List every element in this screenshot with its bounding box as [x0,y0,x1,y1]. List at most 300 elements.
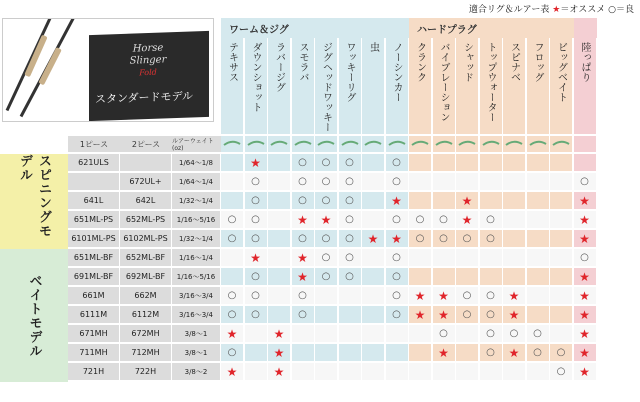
empty-mark [527,230,550,248]
empty-mark [362,363,385,381]
model-two-piece: 652ML-BF [120,249,172,267]
empty-mark [550,306,573,324]
column-header [503,38,526,134]
empty-mark [362,154,385,172]
circle-mark: ○ [245,230,268,248]
star-mark: ★ [574,344,597,362]
star-mark: ★ [574,363,597,381]
group-land [574,18,598,38]
model-one-piece: 671MH [68,325,120,343]
model-two-piece: 662M [120,287,172,305]
column-header [409,38,432,134]
circle-mark: ○ [456,306,479,324]
empty-mark [362,287,385,305]
model-one-piece [68,173,120,191]
empty-mark [409,268,432,286]
circle-mark: ○ [245,173,268,191]
empty-mark [386,363,409,381]
model-one-piece: 651ML-PS [68,211,120,229]
column-label: トップウォーター [485,42,496,122]
star-mark: ★ [409,287,432,305]
star-mark: ★ [245,249,268,267]
column-label: バイブレーション [438,42,449,122]
model-two-piece: 6102ML-PS [120,230,172,248]
circle-mark: ○ [550,363,573,381]
column-header [550,38,573,134]
model-two-piece: 6112M [120,306,172,324]
empty-mark [386,344,409,362]
lure-weight: 1/64〜1/4 [172,173,221,191]
empty-mark [456,249,479,267]
model-one-piece: 641L [68,192,120,210]
column-label: ノーシンカー [391,42,402,102]
lure-weight: 3/16〜3/4 [172,287,221,305]
empty-mark [480,192,503,210]
empty-mark [409,249,432,267]
empty-mark [503,173,526,191]
empty-mark [456,268,479,286]
empty-mark [362,211,385,229]
empty-mark [433,363,456,381]
circle-mark: ○ [292,306,315,324]
circle-mark: ○ [339,173,362,191]
star-mark: ★ [433,287,456,305]
empty-mark [550,211,573,229]
star-mark: ★ [456,211,479,229]
land-icon [574,136,597,152]
empty-mark [268,306,291,324]
star-mark: ★ [574,268,597,286]
section-spinning [0,154,68,249]
star-mark: ★ [386,192,409,210]
circle-mark: ○ [245,268,268,286]
circle-mark: ○ [221,230,244,248]
empty-mark [527,363,550,381]
circle-mark: ○ [315,192,338,210]
empty-mark [268,173,291,191]
circle-mark: ○ [245,192,268,210]
empty-mark [292,344,315,362]
model-one-piece: 721H [68,363,120,381]
empty-mark [433,154,456,172]
logo-line-1: Horse [132,42,164,55]
star-mark: ★ [268,363,291,381]
column-header [480,38,503,134]
empty-mark [339,325,362,343]
lure-icon [480,136,503,152]
column-label: スモラバ [297,42,308,82]
empty-mark [292,363,315,381]
star-mark: ★ [386,230,409,248]
circle-mark: ○ [221,306,244,324]
lure-icon [362,136,385,152]
star-mark: ★ [574,325,597,343]
empty-mark [245,344,268,362]
empty-mark [268,192,291,210]
section-bait [0,249,68,382]
circle-mark: ○ [480,325,503,343]
star-mark: ★ [456,192,479,210]
circle-mark: ○ [456,287,479,305]
lure-weight: 3/8〜1 [172,344,221,362]
circle-mark: ○ [550,344,573,362]
star-mark: ★ [433,306,456,324]
circle-mark: ○ [339,192,362,210]
star-mark: ★ [503,306,526,324]
lure-weight: 1/32〜1/4 [172,230,221,248]
empty-mark [409,154,432,172]
circle-mark: ○ [409,211,432,229]
circle-mark: ○ [480,230,503,248]
empty-mark [527,287,550,305]
circle-mark: ○ [221,344,244,362]
column-label: フロッグ [532,42,543,82]
lure-icon [292,136,315,152]
column-header [268,38,291,134]
empty-mark [268,154,291,172]
circle-mark: ○ [315,230,338,248]
circle-mark: ○ [527,344,550,362]
circle-mark: ○ [339,268,362,286]
model-two-piece: 712MH [120,344,172,362]
column-header [456,38,479,134]
empty-mark [456,363,479,381]
circle-mark: ○ [386,287,409,305]
circle-mark: ○ [433,325,456,343]
empty-mark [456,344,479,362]
empty-mark [339,306,362,324]
lure-weight: 1/16〜1/4 [172,249,221,267]
circle-mark: ○ [339,230,362,248]
legend-circle: ○ [608,5,616,15]
star-mark: ★ [574,192,597,210]
empty-mark [339,363,362,381]
empty-mark [527,173,550,191]
empty-mark [268,287,291,305]
lure-icon [527,136,550,152]
empty-mark [268,230,291,248]
empty-mark [362,268,385,286]
star-mark: ★ [574,230,597,248]
empty-mark [456,325,479,343]
empty-mark [409,173,432,191]
section-label: ベイトモデル [26,273,42,358]
circle-mark: ○ [292,230,315,248]
circle-mark: ○ [339,249,362,267]
empty-mark [574,154,597,172]
lure-icon [245,136,268,152]
circle-mark: ○ [245,287,268,305]
model-one-piece: 711MH [68,344,120,362]
circle-mark: ○ [292,173,315,191]
circle-mark: ○ [315,249,338,267]
star-mark: ★ [409,306,432,324]
empty-mark [550,154,573,172]
empty-mark [550,249,573,267]
empty-mark [456,173,479,191]
empty-mark [268,211,291,229]
model-two-piece: 652ML-PS [120,211,172,229]
circle-mark: ○ [292,154,315,172]
empty-mark [339,287,362,305]
rod-case [89,31,209,121]
circle-mark: ○ [292,287,315,305]
empty-mark [221,154,244,172]
empty-mark [433,268,456,286]
empty-mark [315,306,338,324]
column-label: ワッキーリグ [344,42,355,102]
empty-mark [292,325,315,343]
empty-mark [339,344,362,362]
star-mark: ★ [292,211,315,229]
model-two-piece [120,154,172,172]
circle-mark: ○ [433,230,456,248]
empty-mark [245,363,268,381]
empty-mark [315,363,338,381]
circle-mark: ○ [386,268,409,286]
model-two-piece: 672MH [120,325,172,343]
circle-mark: ○ [315,154,338,172]
circle-mark: ○ [386,306,409,324]
star-mark: ★ [268,344,291,362]
circle-mark: ○ [480,211,503,229]
circle-mark: ○ [503,325,526,343]
lure-weight: 1/16〜5/16 [172,211,221,229]
circle-mark: ○ [480,344,503,362]
empty-mark [433,173,456,191]
empty-mark [409,325,432,343]
empty-mark [503,230,526,248]
circle-mark: ○ [527,325,550,343]
circle-mark: ○ [386,173,409,191]
header-one-piece: 1ピース [68,136,120,152]
lure-weight: 3/16〜3/4 [172,306,221,324]
empty-mark [268,268,291,286]
empty-mark [362,173,385,191]
lure-icon [268,136,291,152]
model-one-piece: 691ML-BF [68,268,120,286]
star-mark: ★ [362,230,385,248]
star-mark: ★ [574,211,597,229]
empty-mark [550,287,573,305]
column-header [339,38,362,134]
empty-mark [480,173,503,191]
star-mark: ★ [268,325,291,343]
circle-mark: ○ [315,268,338,286]
empty-mark [503,268,526,286]
group-hard-plug: ハードプラグ [409,18,574,38]
circle-mark: ○ [386,249,409,267]
circle-mark: ○ [245,211,268,229]
empty-mark [503,154,526,172]
circle-mark: ○ [574,173,597,191]
empty-mark [362,192,385,210]
star-mark: ★ [221,325,244,343]
empty-mark [527,211,550,229]
lure-icon [339,136,362,152]
column-header [527,38,550,134]
column-label: 虫 [367,42,379,52]
column-label: テキサス [226,42,238,82]
empty-mark [527,154,550,172]
empty-mark [245,325,268,343]
column-header [433,38,456,134]
star-mark: ★ [503,287,526,305]
empty-mark [503,363,526,381]
star-mark: ★ [315,211,338,229]
empty-mark [433,192,456,210]
section-label: スピニングモデル [17,154,51,238]
empty-mark [550,173,573,191]
empty-mark [550,268,573,286]
model-two-piece: 642L [120,192,172,210]
circle-mark: ○ [245,306,268,324]
legend [469,2,634,15]
logo-line-3: Fold [139,67,157,78]
column-label: シャッド [461,42,473,82]
empty-mark [221,268,244,286]
empty-mark [315,287,338,305]
column-header [386,38,409,134]
circle-mark: ○ [433,211,456,229]
star-mark: ★ [503,344,526,362]
star-mark: ★ [292,268,315,286]
lure-weight: 3/8〜2 [172,363,221,381]
model-two-piece: 672UL+ [120,173,172,191]
empty-mark [409,363,432,381]
lure-icon [456,136,479,152]
circle-mark: ○ [221,287,244,305]
lure-icon [386,136,409,152]
circle-mark: ○ [386,211,409,229]
legend-star-text: ＝オススメ [560,5,606,15]
model-one-piece: 661M [68,287,120,305]
group-worm-jig: ワーム＆ジグ [221,18,409,38]
rod-grip-icon [38,47,62,85]
star-mark: ★ [245,154,268,172]
model-one-piece: 651ML-BF [68,249,120,267]
column-label: ダウンショット [250,42,261,112]
circle-mark: ○ [456,230,479,248]
lure-icon [409,136,432,152]
column-label: クランク [414,42,426,82]
model-two-piece: 692ML-BF [120,268,172,286]
model-one-piece: 6101ML-PS [68,230,120,248]
lure-icon [503,136,526,152]
column-header [292,38,315,134]
empty-mark [480,268,503,286]
legend-title: 適合リグ＆ルアー表 [468,5,550,15]
column-header [315,38,338,134]
empty-mark [221,173,244,191]
model-two-piece: 722H [120,363,172,381]
star-mark: ★ [574,287,597,305]
empty-mark [362,325,385,343]
header-weight: ルアーウェイト(oz) [172,136,221,152]
empty-mark [409,192,432,210]
empty-mark [527,268,550,286]
circle-mark: ○ [221,211,244,229]
circle-mark: ○ [409,230,432,248]
legend-circle-text: ＝良 [615,5,634,15]
lure-weight: 1/16〜5/16 [172,268,221,286]
column-label: ビッグベイト [555,42,567,102]
lure-icon [550,136,573,152]
empty-mark [362,249,385,267]
column-label: スピナベ [508,42,520,82]
lure-weight: 3/8〜1 [172,325,221,343]
column-header [221,38,244,134]
circle-mark: ○ [292,192,315,210]
circle-mark: ○ [339,211,362,229]
empty-mark [527,192,550,210]
star-mark: ★ [574,306,597,324]
column-label: 陸っぱり [579,42,590,82]
circle-mark: ○ [339,154,362,172]
star-mark: ★ [292,249,315,267]
model-label: スタンダードモデル [95,89,194,106]
empty-mark [480,363,503,381]
column-label: ジグヘッドワッキー [320,42,332,132]
empty-mark [315,344,338,362]
lure-weight: 1/64〜1/8 [172,154,221,172]
model-one-piece: 6111M [68,306,120,324]
lure-icon [315,136,338,152]
header-two-piece: 2ピース [120,136,172,152]
column-header [245,38,268,134]
circle-mark: ○ [480,287,503,305]
circle-mark: ○ [315,173,338,191]
star-mark: ★ [221,363,244,381]
star-mark: ★ [433,344,456,362]
logo-line-2: Slinger [129,54,167,67]
empty-mark [456,154,479,172]
lure-icon [433,136,456,152]
column-header [362,38,385,134]
empty-mark [527,306,550,324]
circle-mark: ○ [574,249,597,267]
empty-mark [480,154,503,172]
empty-mark [221,249,244,267]
empty-mark [527,249,550,267]
empty-mark [550,192,573,210]
empty-mark [409,344,432,362]
empty-mark [550,230,573,248]
empty-mark [550,325,573,343]
empty-mark [503,192,526,210]
empty-mark [268,249,291,267]
empty-mark [433,249,456,267]
empty-mark [221,192,244,210]
circle-mark: ○ [480,306,503,324]
empty-mark [503,211,526,229]
model-one-piece: 621ULS [68,154,120,172]
circle-mark: ○ [386,154,409,172]
column-header [574,38,597,134]
product-photo [2,18,214,122]
lure-weight: 1/32〜1/4 [172,192,221,210]
empty-mark [386,325,409,343]
legend-star: ★ [552,5,561,15]
empty-mark [315,325,338,343]
empty-mark [362,344,385,362]
empty-mark [362,306,385,324]
lure-icon [221,136,244,152]
empty-mark [503,249,526,267]
column-label: ラバージグ [273,42,285,92]
brand-logo [103,41,193,80]
empty-mark [480,249,503,267]
